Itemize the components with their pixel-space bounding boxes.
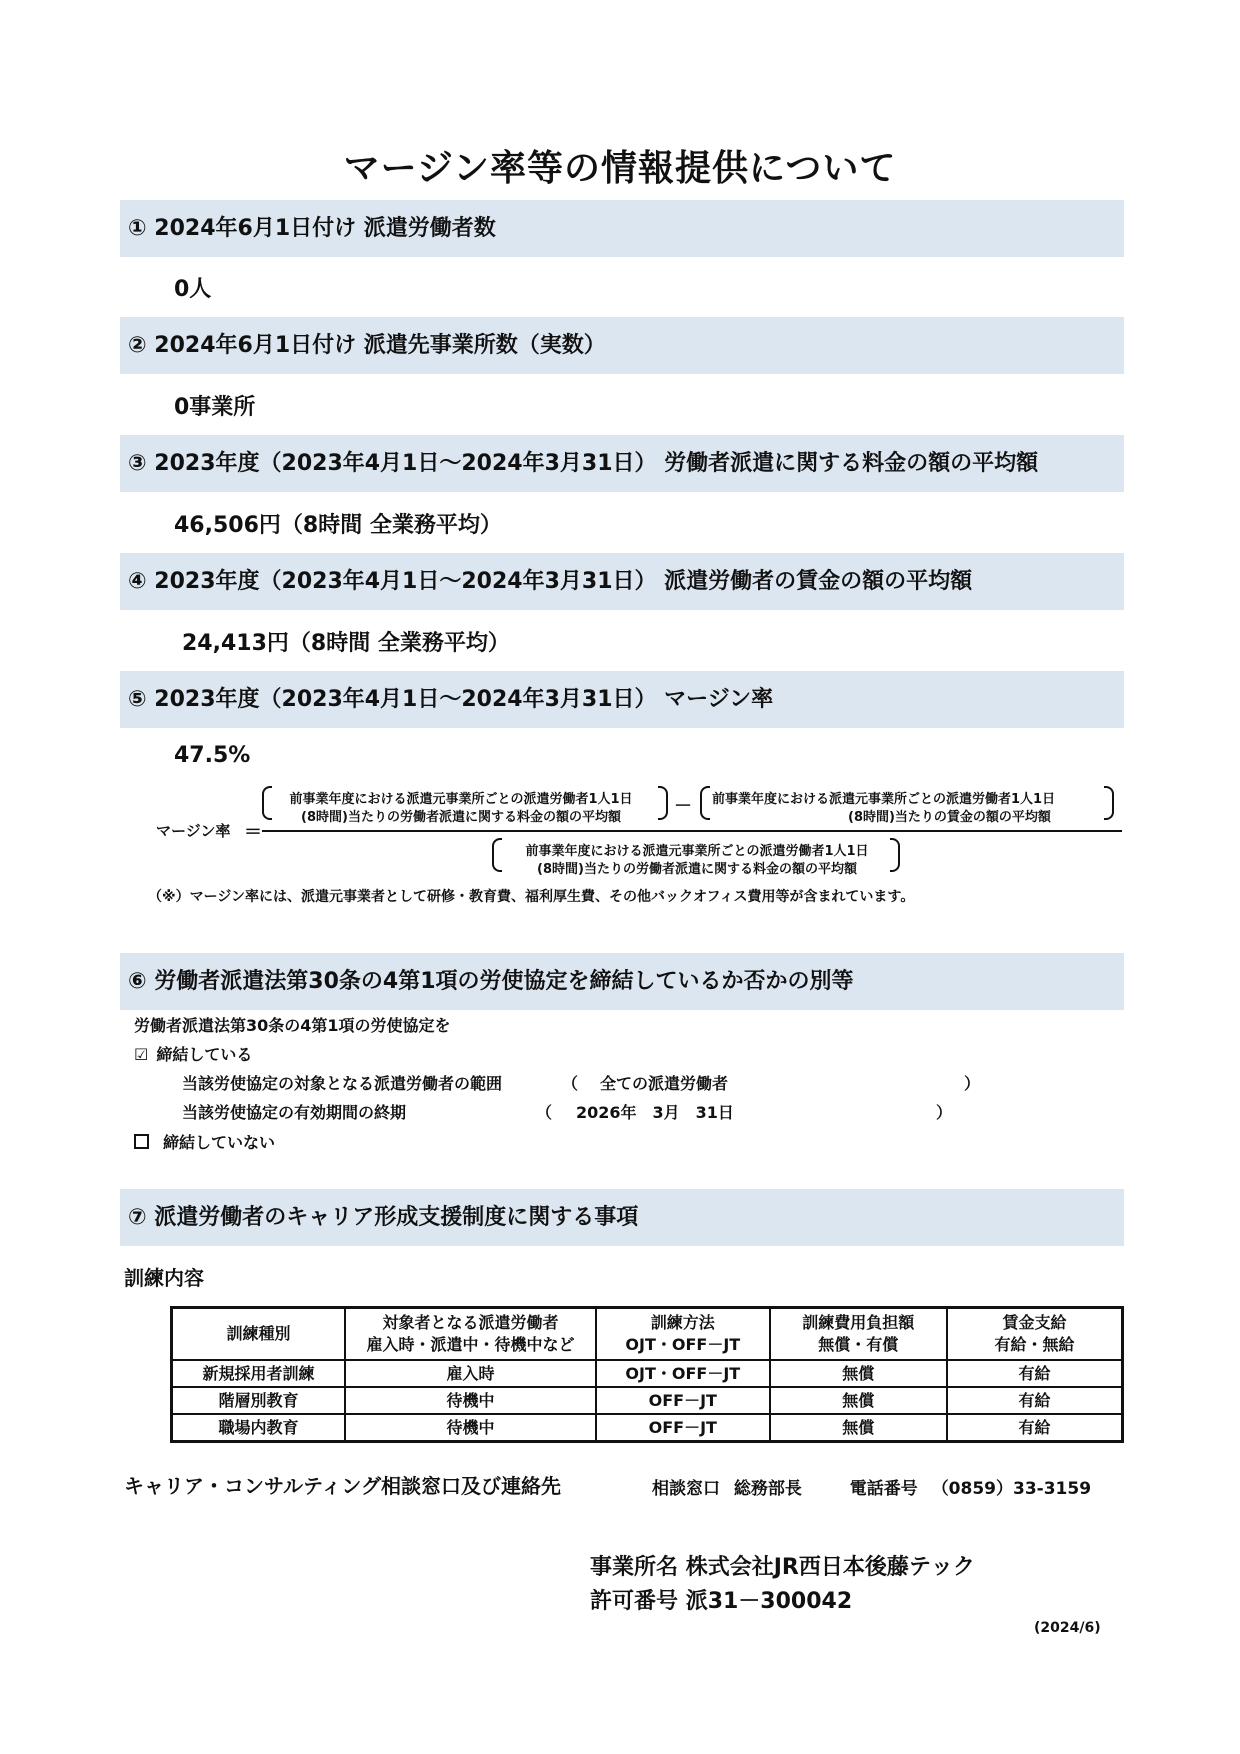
header-training-method: 訓練方法 OJT・OFF－JT [596, 1308, 770, 1361]
table-row [172, 1387, 1123, 1414]
table-header-row [172, 1308, 1123, 1361]
term2-bracket-left [700, 786, 710, 820]
career-consulting-label: キャリア・コンサルティング相談窓口及び連絡先 [124, 1474, 561, 1498]
scope-label: 当該労使協定の対象となる派遣労働者の範囲 [182, 1074, 503, 1093]
section-6-header [120, 953, 1124, 1010]
term2-bracket-right [1104, 786, 1114, 820]
table-cell: 有給 [947, 1414, 1123, 1442]
term1-bracket-right [658, 786, 668, 820]
scope-paren-close: ） [964, 1074, 981, 1093]
section-5-heading: ⑤ 2023年度（2023年4月1日～2024年3月31日） マージン率 [128, 687, 774, 712]
header-training-type: 訓練種別 [172, 1308, 345, 1361]
section-7-header [120, 1189, 1124, 1246]
margin-formula [0, 780, 1240, 880]
table-row [172, 1360, 1123, 1387]
table-cell: OFF－JT [596, 1414, 770, 1442]
checked-checkbox-icon: ☑ [134, 1045, 149, 1064]
table-cell: 職場内教育 [172, 1414, 345, 1442]
term-paren-close: ） [936, 1103, 953, 1122]
section-3-header [120, 435, 1124, 492]
table-cell: 待機中 [345, 1414, 596, 1442]
page-title: マージン率等の情報提供について [343, 148, 897, 189]
section-1-heading: ① 2024年6月1日付け 派遣労働者数 [128, 216, 496, 241]
table-cell: 無償 [770, 1360, 947, 1387]
table-cell: 有給 [947, 1387, 1123, 1414]
header-training-cost: 訓練費用負担額 無償・有償 [770, 1308, 947, 1361]
option-concluded [134, 1042, 252, 1065]
denominator-bracket-right [890, 838, 900, 872]
option-concluded-label: 締結している [156, 1045, 253, 1064]
section-3-heading: ③ 2023年度（2023年4月1日～2024年3月31日） 労働者派遣に関する料金の額の平均額 [128, 451, 1039, 476]
section-1-header [120, 200, 1124, 257]
denominator-line2: (8時間)当たりの労働者派遣に関する料金の額の平均額 [537, 862, 857, 877]
table-cell: 有給 [947, 1360, 1123, 1387]
office-name-label: 事業所名 [590, 1555, 679, 1580]
option-not-concluded [134, 1130, 275, 1153]
term1-line1: 前事業年度における派遣元事業所ごとの派遣労働者1人1日 [289, 792, 633, 807]
agreement-intro: 労働者派遣法第30条の4第1項の労使協定を [134, 1016, 451, 1035]
term1-line2: (8時間)当たりの労働者派遣に関する料金の額の平均額 [301, 810, 621, 825]
document-date: (2024/6) [1034, 1620, 1101, 1636]
section-2-heading: ② 2024年6月1日付け 派遣先事業所数（実数） [128, 333, 606, 358]
section-3-value: 46,506円（8時間 全業務平均） [174, 513, 502, 538]
table-cell: 新規採用者訓練 [172, 1360, 345, 1387]
term1-bracket-left [262, 786, 272, 820]
section-4-header [120, 553, 1124, 610]
training-table [170, 1306, 1124, 1443]
table-cell: 階層別教育 [172, 1387, 345, 1414]
section-1-value: 0人 [174, 277, 212, 302]
contact-label: 相談窓口 [652, 1479, 720, 1499]
formula-label: マージン率 [156, 822, 231, 840]
section-7-heading: ⑦ 派遣労働者のキャリア形成支援制度に関する事項 [128, 1205, 639, 1230]
header-wage-payment: 賃金支給 有給・無給 [947, 1308, 1123, 1361]
contact-person: 総務部長 [733, 1479, 802, 1499]
header-target-workers: 対象者となる派遣労働者 雇入時・派遣中・待機中など [345, 1308, 596, 1361]
section-5-header [120, 671, 1124, 728]
option-not-concluded-label: 締結していない [163, 1133, 276, 1152]
license-number: 派31－300042 [685, 1589, 853, 1614]
fraction-bar [262, 830, 1122, 832]
section-6-heading: ⑥ 労働者派遣法第30条の4第1項の労使協定を締結しているか否かの別等 [128, 969, 854, 994]
section-5-value: 47.5% [174, 743, 251, 768]
table-cell: 無償 [770, 1414, 947, 1442]
scope-paren-open: （ [562, 1074, 579, 1093]
section-4-value: 24,413円（8時間 全業務平均） [182, 631, 510, 656]
training-title: 訓練内容 [124, 1266, 204, 1290]
term-paren-open: （ [536, 1103, 553, 1122]
office-name: 株式会社JR西日本後藤テック [685, 1555, 975, 1580]
phone-label: 電話番号 [849, 1479, 918, 1499]
section-2-value: 0事業所 [174, 395, 256, 420]
table-cell: OFF－JT [596, 1387, 770, 1414]
office-name-line [590, 1550, 975, 1581]
phone-number: （0859）33-3159 [931, 1479, 1092, 1499]
license-label: 許可番号 [590, 1589, 679, 1614]
section-4-heading: ④ 2023年度（2023年4月1日～2024年3月31日） 派遣労働者の賃金の額の平均額 [128, 569, 973, 594]
formula-equals: ＝ [244, 822, 262, 843]
denominator-bracket-left [492, 838, 502, 872]
section-2-header [120, 317, 1124, 374]
contact-info [652, 1474, 1091, 1499]
table-cell: 雇入時 [345, 1360, 596, 1387]
table-cell: OJT・OFF－JT [596, 1360, 770, 1387]
formula-minus: － [674, 796, 692, 817]
scope-value: 全ての派遣労働者 [600, 1074, 729, 1093]
license-line [590, 1584, 852, 1615]
term-value: 2026年 3月 31日 [576, 1103, 734, 1122]
term2-line1: 前事業年度における派遣元事業所ごとの派遣労働者1人1日 [712, 792, 1056, 807]
table-cell: 待機中 [345, 1387, 596, 1414]
margin-note: （※）マージン率には、派遣元事業者として研修・教育費、福利厚生費、その他バックオフィス費用等が含まれています。 [148, 889, 915, 905]
table-cell: 無償 [770, 1387, 947, 1414]
term-label: 当該労使協定の有効期間の終期 [182, 1103, 407, 1122]
table-row [172, 1414, 1123, 1442]
denominator-line1: 前事業年度における派遣元事業所ごとの派遣労働者1人1日 [525, 844, 869, 859]
unchecked-checkbox-icon [134, 1134, 149, 1149]
term2-line2: (8時間)当たりの賃金の額の平均額 [848, 810, 1051, 825]
